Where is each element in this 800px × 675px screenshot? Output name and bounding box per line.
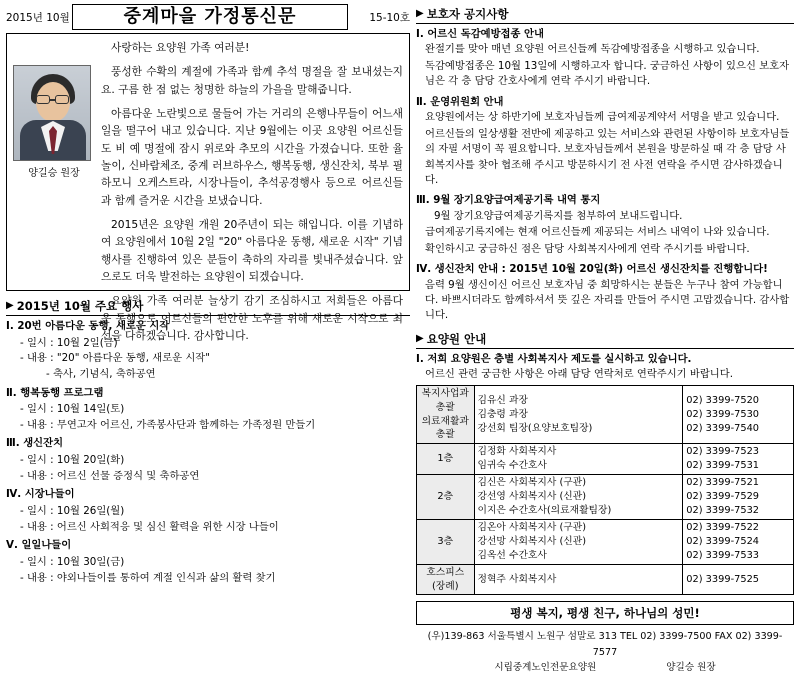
tel-cell — [683, 519, 794, 564]
notice-title: Ⅱ. 운영위원회 안내 — [416, 95, 504, 108]
letter-body — [101, 39, 403, 342]
masthead-issue-number: 15-10호 — [369, 11, 410, 24]
tel-cell — [683, 385, 794, 444]
event-date: - 일시 : 10월 20일(화) — [20, 454, 125, 467]
staff-phone: 02) 3399-7530 — [686, 408, 760, 420]
table-row — [417, 475, 794, 520]
staff-phone: 02) 3399-7523 — [686, 446, 760, 458]
tel-cell — [683, 564, 794, 595]
staff-name: 임귀숙 수간호사 — [477, 460, 547, 472]
list-item — [416, 262, 794, 324]
org-heading-label: 요양원 안내 — [426, 331, 487, 346]
event-content: - 내용 : 어르신 사회적응 및 심신 활력을 위한 시장 나들이 — [20, 520, 279, 533]
notice-title: Ⅲ. 9월 장기요양급여제공기록 내역 통지 — [416, 194, 601, 207]
left-column — [6, 4, 410, 584]
list-item — [6, 487, 410, 535]
staff-name: 김온아 사회복지사 (구관) — [477, 521, 587, 533]
staff-phone: 02) 3399-7531 — [686, 460, 760, 472]
table-row — [417, 385, 794, 444]
staff-phone: 02) 3399-7533 — [686, 549, 760, 561]
notice-heading-label: 보호자 공지사항 — [426, 7, 509, 21]
event-date: - 일시 : 10월 2일(금) — [20, 336, 118, 349]
list-item — [416, 95, 794, 189]
table-row — [417, 444, 794, 475]
org-section-heading — [416, 329, 794, 349]
table-row — [417, 519, 794, 564]
staff-name: 김옥선 수간호사 — [477, 549, 547, 561]
triangle-icon: ▶ — [416, 8, 424, 19]
event-content: - 내용 : 야외나들이를 통하여 계절 인식과 삶의 활력 찾기 — [20, 571, 276, 584]
notice-paragraph: 요양원에서는 상 하반기에 보호자님들께 급여제공계약서 서명을 받고 있습니다. — [425, 111, 780, 124]
notice-section-heading — [416, 4, 794, 24]
letter-paragraph: 요양원 가족 여러분 늘상기 감기 조심하시고 저희들은 아름다운 동행으로 어르신들의 편안한 노후를 위해 새로운 시작으로 최선을 다하겠습니다. 감사합니다. — [101, 294, 403, 342]
floor-cell — [417, 385, 475, 444]
staff-phone: 02) 3399-7522 — [686, 521, 760, 533]
staff-phone: 02) 3399-7529 — [686, 491, 760, 503]
role-cell — [474, 519, 683, 564]
notice-body — [416, 209, 794, 257]
staff-phone: 02) 3399-7521 — [686, 477, 760, 489]
table-row — [417, 564, 794, 595]
notice-body — [416, 110, 794, 188]
letter-paragraph: 아름다운 노란빛으로 물들어 가는 거리의 은행나무들이 어느새 일을 떨구어 내고 있습니다. 지난 9월에는 이곳 요양원 어르신들도 비 예 명절에 잠시 위로와 추모의 시간을 가졌습니다. 또한 율놀이, 신바람체조, 중계 러브하우스, 행복동행, 생신잔치, 북부 필하모니 오케스트라, 시장나들이, 추석공경행사 등으로 어르신들과 함께 즐거운 시간을 보냈습니다. — [101, 106, 403, 207]
page-title: 중계마을 가정통신문 — [72, 4, 348, 30]
footer — [416, 629, 794, 675]
org-intro-title: Ⅰ. 저희 요양원은 층별 사회복지사 제도를 실시하고 있습니다. — [416, 352, 692, 365]
footer-address: (우)139-863 서울특별시 노원구 섬말로 313 TEL 02) 3399-7500 FAX 02) 3399-7577 — [427, 631, 783, 658]
triangle-icon: ▶ — [416, 332, 424, 344]
tel-cell — [683, 444, 794, 475]
footer-signature — [416, 660, 794, 675]
event-date: - 일시 : 10월 14일(토) — [20, 403, 125, 416]
notice-paragraph: 완절기를 맞아 매년 요양원 어르신들께 독감예방접종을 시행하고 있습니다. — [425, 43, 760, 56]
event-title: Ⅴ. 일일나들이 — [6, 539, 72, 552]
staff-phone: 02) 3399-7520 — [686, 394, 760, 406]
notice-paragraph: 확인하시고 궁금하신 점은 담당 사회복지사에게 연락 주시기를 바랍니다. — [425, 242, 750, 255]
event-title: Ⅰ. 20번 아름다운 동행, 새로운 시작 — [6, 320, 170, 332]
notice-list — [416, 27, 794, 324]
footer-org: 시립중계노인전문요양원 — [494, 662, 597, 674]
event-title: Ⅱ. 행복동행 프로그램 — [6, 386, 104, 399]
staff-phone: 02) 3399-7525 — [686, 573, 760, 585]
staff-name: 정혁주 사회복지사 — [477, 573, 557, 585]
role-cell — [474, 385, 683, 444]
staff-name: 강선망 사회복지사 (신관) — [477, 535, 587, 547]
floor-label-2: 의료재활과 총괄 — [421, 415, 469, 441]
list-item — [416, 27, 794, 90]
masthead — [6, 4, 410, 30]
floor-cell: 호스피스 (장례) — [417, 564, 475, 595]
events-heading-label: 2015년 10월 주요 행사 — [16, 299, 144, 313]
masthead-date: 2015년 10월 — [6, 11, 70, 24]
floor-cell: 1층 — [417, 444, 475, 475]
two-column-layout — [6, 4, 794, 674]
notice-paragraph: 독감예방접종은 10월 13일에 시행하고자 합니다. 궁금하신 사항이 있으신 보호자님은 각 층 담당 간호사에게 연락 주시기 바랍니다. — [425, 59, 790, 88]
event-content: - 내용 : 어르신 선물 증정식 및 축하공연 — [20, 469, 200, 482]
notice-paragraph: 어르신들의 일상생활 전반에 제공하고 있는 서비스와 관련된 사항이하 보호자님들의 자필 서명이 꼭 필요합니다. 보호자님들께서 본원을 방문하실 때 각 층 담당 사회복지사를 찾아 협조해 주시고 방문하시기 전 사전 연락을 주시면 감사하겠습니다. — [425, 127, 790, 186]
role-cell — [474, 564, 683, 595]
role-cell — [474, 444, 683, 475]
list-item — [6, 538, 410, 586]
director-photo-block — [13, 39, 95, 286]
triangle-icon: ▶ — [6, 300, 14, 311]
event-content: - 내용 : "20" 아름다운 동행, 새로운 시작" — [20, 352, 210, 365]
event-content: - 내용 : 무연고자 어르신, 가족봉사단과 함께하는 가족정원 만들기 — [20, 418, 316, 431]
event-date: - 일시 : 10월 30일(금) — [20, 555, 125, 568]
event-title: Ⅳ. 시장나들이 — [6, 488, 75, 501]
org-intro — [416, 352, 794, 383]
letter-paragraph: 풍성한 수확의 계절에 가족과 함께 추석 명절을 잘 보내셨는지요. 구름 한 점 없는 청명한 하늘의 가을을 말해줍니다. — [101, 65, 403, 96]
staff-phone: 02) 3399-7524 — [686, 535, 760, 547]
staff-contact-table — [416, 385, 794, 596]
notice-body — [416, 42, 794, 89]
staff-name: 강선회 팀장(요양보호팀장) — [477, 422, 593, 434]
staff-name: 강선영 사회복지사 (신관) — [477, 491, 587, 503]
motto-banner: 평생 복지, 평생 친구, 하나님의 성민! — [416, 601, 794, 625]
staff-phone: 02) 3399-7532 — [686, 505, 760, 516]
notice-paragraph: 9월 장기요양급여제공기록지를 첨부하여 보내드립니다. — [434, 209, 683, 222]
role-cell — [474, 475, 683, 520]
director-photo-caption: 양길승 원장 — [28, 168, 80, 179]
list-item — [6, 436, 410, 484]
notice-paragraph: 급여제공기록지에는 현재 어르신들께 제공되는 서비스 내역이 나와 있습니다. — [425, 226, 770, 239]
staff-name: 김정화 사회복지사 — [477, 446, 557, 458]
letter-paragraph: 사랑하는 요양원 가족 여러분! — [111, 41, 250, 54]
staff-name: 김유신 과장 — [477, 394, 528, 406]
avatar — [13, 65, 91, 161]
staff-name: 김충령 과장 — [477, 408, 528, 420]
floor-label-1: 복지사업과 총괄 — [421, 387, 469, 413]
org-intro-body: 어르신 관련 궁금한 사항은 아래 담당 연락처로 연락주시기 바랍니다. — [425, 368, 733, 381]
list-item — [6, 386, 410, 434]
right-column — [416, 4, 794, 674]
event-title: Ⅲ. 생신잔치 — [6, 437, 64, 450]
floor-cell: 3층 — [417, 519, 475, 564]
events-list — [6, 319, 410, 586]
letter-paragraph: 2015년은 요양원 개원 20주년이 되는 해입니다. 이를 기념하여 요양원에서 10월 2일 "20" 아름다운 동행, 새로운 시작" 기념행사를 진행하여 있은 분들이 축하의 자리를 빛내주셨습니다. 앞으로도 더욱 발전하는 요양원이 되겠습니다. — [101, 217, 403, 283]
staff-name: 김신은 사회복지사 (구관) — [477, 477, 587, 489]
notice-body — [416, 278, 794, 324]
footer-director: 양길승 원장 — [666, 662, 716, 674]
notice-title: Ⅰ. 어르신 독감예방접종 안내 — [416, 28, 544, 40]
notice-title: Ⅳ. 생신잔치 안내 : 2015년 10월 20일(화) 어르신 생신잔치를 진행합니다! — [416, 263, 768, 276]
event-date: - 일시 : 10월 26일(월) — [20, 505, 125, 518]
event-subcontent: - 축사, 기념식, 축하공연 — [46, 367, 156, 380]
staff-phone: 02) 3399-7540 — [686, 422, 760, 434]
tel-cell — [683, 475, 794, 520]
list-item — [416, 193, 794, 257]
floor-cell: 2층 — [417, 475, 475, 520]
staff-name: 이지은 수간호사(의료재활팀장) — [477, 505, 612, 516]
notice-paragraph: 음력 9월 생신이신 어르신 보호자님 중 희망하시는 분들은 누구나 참여 가능합니다. 바쁘시더라도 함께하셔서 뜻 깊은 자리를 만들어 주시면 고맙겠습니다. 감사합니다. — [425, 278, 790, 322]
